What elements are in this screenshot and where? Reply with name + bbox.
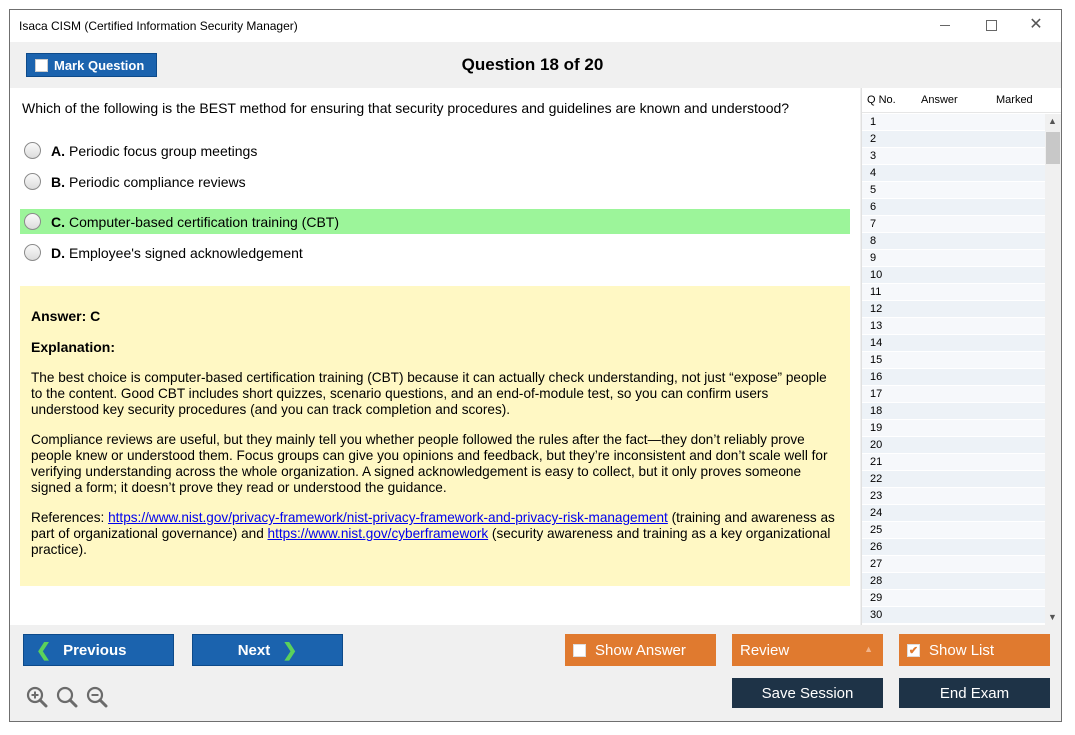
question-list-row[interactable]: 30 xyxy=(862,607,1045,624)
chevron-right-icon: ❯ xyxy=(282,639,298,660)
chevron-left-icon: ❮ xyxy=(36,639,52,660)
column-answer: Answer xyxy=(921,94,958,106)
question-list-row[interactable]: 9 xyxy=(862,250,1045,267)
zoom-in-icon[interactable] xyxy=(26,686,48,708)
radio-button[interactable] xyxy=(24,244,41,261)
references-prefix: References: xyxy=(31,510,109,525)
window-title: Isaca CISM (Certified Information Security Manager) xyxy=(19,19,298,33)
scroll-thumb[interactable] xyxy=(1046,132,1060,164)
radio-button[interactable] xyxy=(24,173,41,190)
question-list-row[interactable]: 29 xyxy=(862,590,1045,607)
maximize-icon[interactable] xyxy=(977,15,1005,35)
explanation-label: Explanation: xyxy=(31,339,116,355)
zoom-out-icon[interactable] xyxy=(86,686,108,708)
question-header: Question 18 of 20 xyxy=(461,55,604,74)
scroll-up-icon[interactable]: ▲ xyxy=(1048,116,1057,126)
question-list-panel xyxy=(861,88,1062,625)
question-panel xyxy=(10,88,860,625)
question-list-row[interactable]: 2 xyxy=(862,131,1045,148)
question-list-row[interactable]: 15 xyxy=(862,352,1045,369)
question-list-row[interactable]: 13 xyxy=(862,318,1045,335)
question-list-row[interactable]: 4 xyxy=(862,165,1045,182)
option-text: Periodic compliance reviews xyxy=(69,173,246,190)
reference-note-1: (training and awareness as part of organizational governance) and xyxy=(31,510,835,541)
review-dropdown[interactable] xyxy=(732,634,883,666)
minimize-icon[interactable] xyxy=(931,15,959,35)
question-list-row[interactable]: 19 xyxy=(862,420,1045,437)
answer-label: Answer: C xyxy=(31,308,101,324)
review-label: Review xyxy=(740,641,790,659)
reference-note-2: (security awareness and training as a key organizational practice). xyxy=(31,526,831,557)
next-button[interactable] xyxy=(192,634,343,666)
mark-question-label: Mark Question xyxy=(54,57,145,73)
zoom-reset-icon[interactable] xyxy=(56,686,78,708)
column-marked: Marked xyxy=(996,94,1033,106)
column-qno: Q No. xyxy=(867,94,896,106)
show-answer-checkbox[interactable] xyxy=(573,644,586,657)
option-letter: D. xyxy=(51,244,65,261)
question-list-row[interactable]: 28 xyxy=(862,573,1045,590)
reference-link-privacy-framework[interactable]: https://www.nist.gov/privacy-framework/nist-privacy-framework-and-privacy-risk-management xyxy=(108,510,668,525)
question-list-row[interactable]: 25 xyxy=(862,522,1045,539)
question-list-row[interactable]: 20 xyxy=(862,437,1045,454)
question-list-row[interactable]: 7 xyxy=(862,216,1045,233)
radio-button[interactable] xyxy=(24,142,41,159)
question-list-row[interactable]: 14 xyxy=(862,335,1045,352)
next-label: Next xyxy=(237,641,271,659)
question-list-header xyxy=(862,88,1062,113)
question-list-row[interactable]: 10 xyxy=(862,267,1045,284)
question-list-row[interactable]: 18 xyxy=(862,403,1045,420)
question-list-row[interactable]: 6 xyxy=(862,199,1045,216)
question-list-row[interactable]: 23 xyxy=(862,488,1045,505)
question-list-row[interactable]: 24 xyxy=(862,505,1045,522)
reference-link-cyberframework[interactable]: https://www.nist.gov/cyberframework xyxy=(267,526,489,541)
close-icon[interactable]: ✕ xyxy=(1029,16,1043,33)
show-answer-button[interactable] xyxy=(565,634,716,666)
end-exam-button[interactable]: End Exam xyxy=(899,678,1050,708)
explanation-paragraph-1: The best choice is computer-based certification training (CBT) because it can actually check understanding, not just “expose” people to the content. Good CBT includes short quizzes, scenario questions, and an end-of-module test, so you can confirm users understood key security procedures (and you can track completion and scores). xyxy=(31,370,827,417)
explanation-paragraph-2: Compliance reviews are useful, but they mainly tell you whether people followed the rules after the fact—they don’t reliably prove people knew or understood them. Focus groups can give you opinions and feedback, but they’re inconsistent and don’t scale well for verifying understanding across the whole organization. A signed acknowledgement is easy to collect, but it only proves someone signed a form; it doesn’t prove they read or understood the guidance. xyxy=(31,432,828,495)
question-list-row[interactable]: 1 xyxy=(862,114,1045,131)
option-text: Computer-based certification training (CBT) xyxy=(69,213,339,230)
question-list-row[interactable]: 26 xyxy=(862,539,1045,556)
previous-label: Previous xyxy=(63,641,127,659)
option-letter: A. xyxy=(51,142,65,159)
question-list-row[interactable]: 12 xyxy=(862,301,1045,318)
option-b[interactable] xyxy=(20,169,850,194)
show-list-checkbox[interactable]: ✔ xyxy=(908,644,919,657)
scroll-down-icon[interactable]: ▼ xyxy=(1048,612,1057,622)
question-list-row[interactable]: 3 xyxy=(862,148,1045,165)
option-c[interactable] xyxy=(20,209,850,234)
question-list-row[interactable]: 22 xyxy=(862,471,1045,488)
question-list-rows xyxy=(862,114,1045,624)
show-list-button[interactable] xyxy=(899,634,1050,666)
app-window xyxy=(9,9,1062,722)
option-text: Employee's signed acknowledgement xyxy=(69,244,303,261)
previous-button[interactable] xyxy=(23,634,174,666)
radio-button[interactable] xyxy=(24,213,41,230)
show-list-label: Show List xyxy=(929,641,995,659)
question-list-row[interactable]: 16 xyxy=(862,369,1045,386)
show-answer-label: Show Answer xyxy=(595,641,686,659)
question-list-row[interactable]: 17 xyxy=(862,386,1045,403)
question-list-row[interactable]: 21 xyxy=(862,454,1045,471)
question-list-row[interactable]: 8 xyxy=(862,233,1045,250)
save-session-button[interactable]: Save Session xyxy=(732,678,883,708)
title-bar xyxy=(10,10,1061,42)
question-list-scrollbar[interactable] xyxy=(1045,114,1061,625)
question-text: Which of the following is the BEST method for ensuring that security procedures and guidelines are known and understood? xyxy=(22,100,790,116)
question-list-row[interactable]: 27 xyxy=(862,556,1045,573)
option-letter: B. xyxy=(51,173,65,190)
option-a[interactable] xyxy=(20,138,850,163)
option-text: Periodic focus group meetings xyxy=(69,142,258,159)
references xyxy=(31,510,838,558)
dropdown-arrow-icon: ▲ xyxy=(864,644,873,654)
option-letter: C. xyxy=(51,213,65,230)
answer-explanation-box xyxy=(20,286,850,586)
question-list-row[interactable]: 5 xyxy=(862,182,1045,199)
option-d[interactable] xyxy=(20,240,850,265)
question-list-row[interactable]: 11 xyxy=(862,284,1045,301)
